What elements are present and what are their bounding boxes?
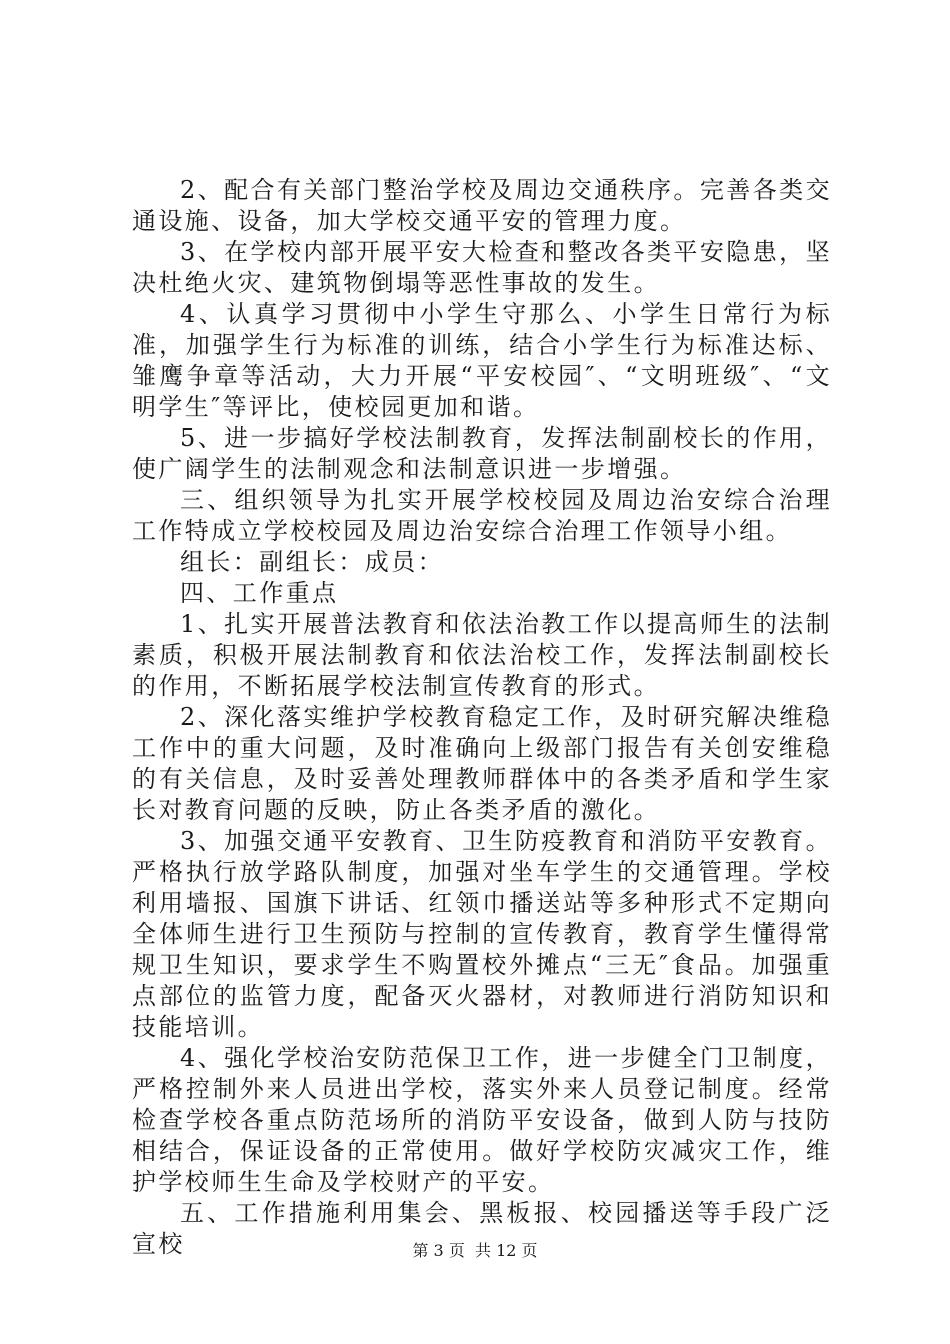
paragraph: 1、扎实开展普法教育和依法治教工作以提高师生的法制素质，积极开展法制教育和依法治校工作，发挥法制副校长的作用，不断拓展学校法制宣传教育的形式。 bbox=[132, 610, 832, 700]
group-members-line: 组长：副组长：成员： bbox=[180, 548, 444, 576]
paragraph: 3、加强交通平安教育、卫生防疫教育和消防平安教育。严格执行放学路队制度，加强对坐车学生的交通管理。学校利用墙报、国旗下讲话、红领巾播送站等多种形式不定期向全体师生进行卫生预防与控制的宣传教育，教育学生懂得常规卫生知识，要求学生不购置校外摊点“三无″食品。加强重点部位的监管力度，配备灭火器材，对教师进行消防知识和技能培训。 bbox=[132, 827, 832, 1041]
paragraph: 4、强化学校治安防范保卫工作，进一步健全门卫制度，严格控制外来人员进出学校，落实外来人员登记制度。经常检查学校各重点防范场所的消防平安设备，做到人防与技防相结合，保证设备的正常使用。做好学校防灾减灾工作，维护学校师生生命及学校财产的平安。 bbox=[132, 1044, 832, 1196]
document-body bbox=[132, 175, 832, 1260]
paragraph: 3、在学校内部开展平安大检查和整改各类平安隐患，坚决杜绝火灾、建筑物倒塌等恶性事故的发生。 bbox=[132, 238, 832, 297]
section-heading-organization: 三、组织领导为扎实开展学校校园及周边治安综合治理工作特成立学校校园及周边治安综合治理工作领导小组。 bbox=[132, 486, 832, 545]
paragraph: 2、深化落实维护学校教育稳定工作，及时研究解决维稳工作中的重大问题，及时准确向上级部门报告有关创安维稳的有关信息，及时妥善处理教师群体中的各类矛盾和学生家长对教育问题的反映，防止各类矛盾的激化。 bbox=[132, 703, 832, 824]
paragraph: 4、认真学习贯彻中小学生守那么、小学生日常行为标准，加强学生行为标准的训练，结合小学生行为标准达标、雏鹰争章等活动，大力开展“平安校园″、“文明班级″、“文明学生″等评比，使校园更加和谐。 bbox=[132, 300, 832, 421]
page-number: 第 3 页 共 12 页 bbox=[412, 1241, 538, 1260]
paragraph: 5、进一步搞好学校法制教育，发挥法制副校长的作用，使广阔学生的法制观念和法制意识进一步增强。 bbox=[132, 424, 832, 483]
paragraph: 2、配合有关部门整治学校及周边交通秩序。完善各类交通设施、设备，加大学校交通平安的管理力度。 bbox=[132, 176, 832, 235]
page-footer bbox=[0, 1238, 950, 1261]
section-heading-measures: 五、工作措施利用集会、黑板报、校园播送等手段广泛宣校 bbox=[132, 1199, 832, 1258]
section-heading-key-points: 四、工作重点 bbox=[180, 579, 339, 607]
